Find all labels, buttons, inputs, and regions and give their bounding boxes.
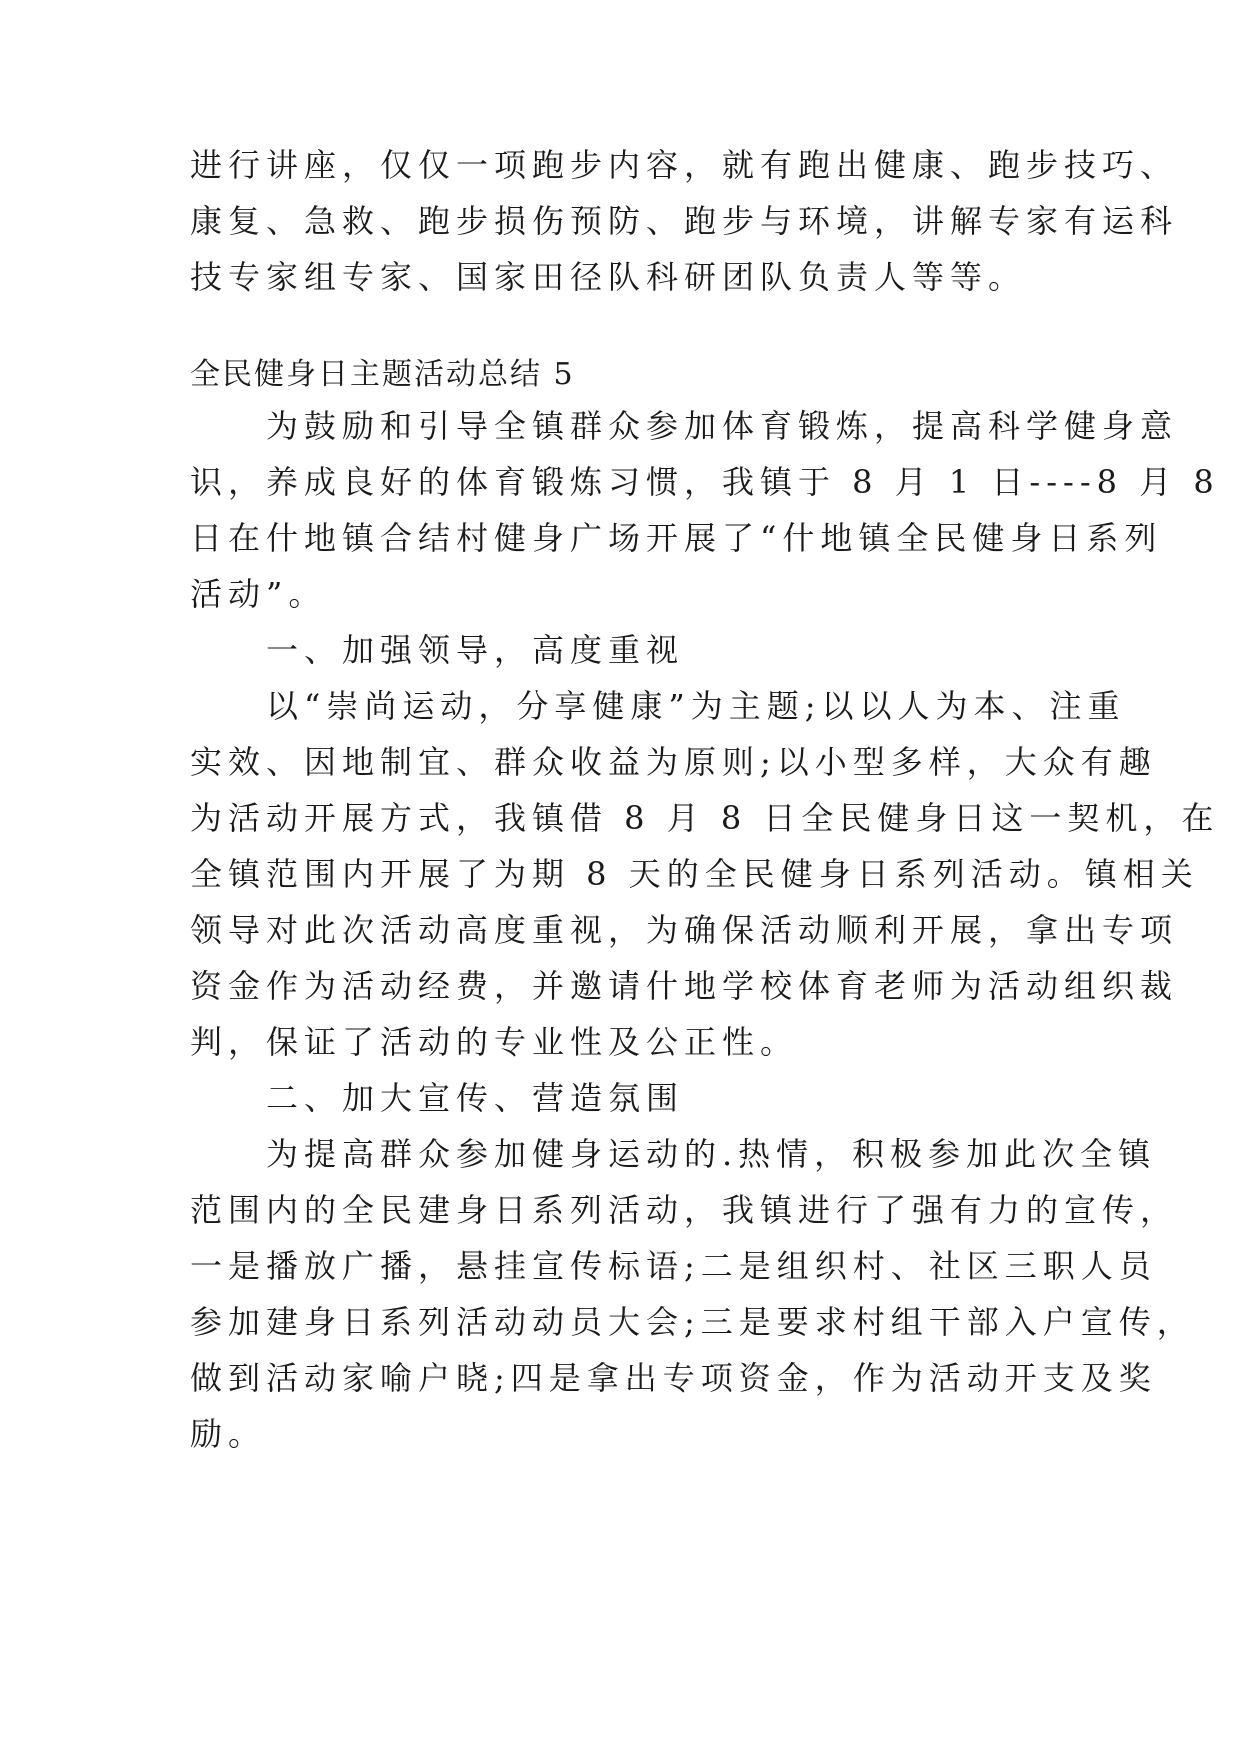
continuation-paragraph [190, 137, 1179, 305]
text-line: 一是播放广播，悬挂宣传标语;二是组织村、社区三职人员 [190, 1247, 1157, 1285]
text-line: 为鼓励和引导全镇群众参加体育锻炼，提高科学健身意 [190, 407, 1179, 445]
text-line: 康复、急救、跑步损伤预防、跑步与环境，讲解专家有运科 [190, 202, 1179, 240]
section-title: 全民健身日主题活动总结 5 [190, 357, 575, 392]
text-line: 技专家组专家、国家田径队科研团队负责人等等。 [190, 258, 1027, 296]
text-line: 判，保证了活动的专业性及公正性。 [190, 1023, 799, 1061]
text-line: 为提高群众参加健身运动的.热情，积极参加此次全镇 [190, 1135, 1157, 1173]
text-line: 领导对此次活动高度重视，为确保活动顺利开展，拿出专项 [190, 911, 1179, 949]
text-line: 做到活动家喻户晓;四是拿出专项资金，作为活动开支及奖 [190, 1359, 1157, 1397]
text-line: 活动”。 [190, 575, 327, 613]
text-line: 进行讲座，仅仅一项跑步内容，就有跑出健康、跑步技巧、 [190, 146, 1179, 184]
text-line: 励。 [190, 1415, 267, 1453]
text-line: 为活动开展方式，我镇借 8 月 8 日全民健身日这一契机，在 [190, 799, 1220, 837]
text-line: 范围内的全民建身日系列活动，我镇进行了强有力的宣传， [190, 1191, 1179, 1229]
subheading-1: 一、加强领导，高度重视 [190, 631, 685, 669]
text-line: 以“崇尚运动，分享健康”为主题;以以人为本、注重 [190, 687, 1126, 725]
section-body [190, 398, 1220, 1462]
text-line: 参加建身日系列活动动员大会;三是要求村组干部入户宣传， [190, 1303, 1195, 1341]
text-line: 资金作为活动经费，并邀请什地学校体育老师为活动组织裁 [190, 967, 1179, 1005]
text-line: 全镇范围内开展了为期 8 天的全民健身日系列活动。镇相关 [190, 855, 1199, 893]
text-line: 日在什地镇合结村健身广场开展了“什地镇全民健身日系列 [190, 519, 1163, 557]
subheading-2: 二、加大宣传、营造氛围 [190, 1079, 685, 1117]
text-line: 实效、因地制宜、群众收益为原则;以小型多样，大众有趣 [190, 743, 1157, 781]
text-line: 识，养成良好的体育锻炼习惯，我镇于 8 月 1 日----8 月 8 [190, 463, 1220, 501]
